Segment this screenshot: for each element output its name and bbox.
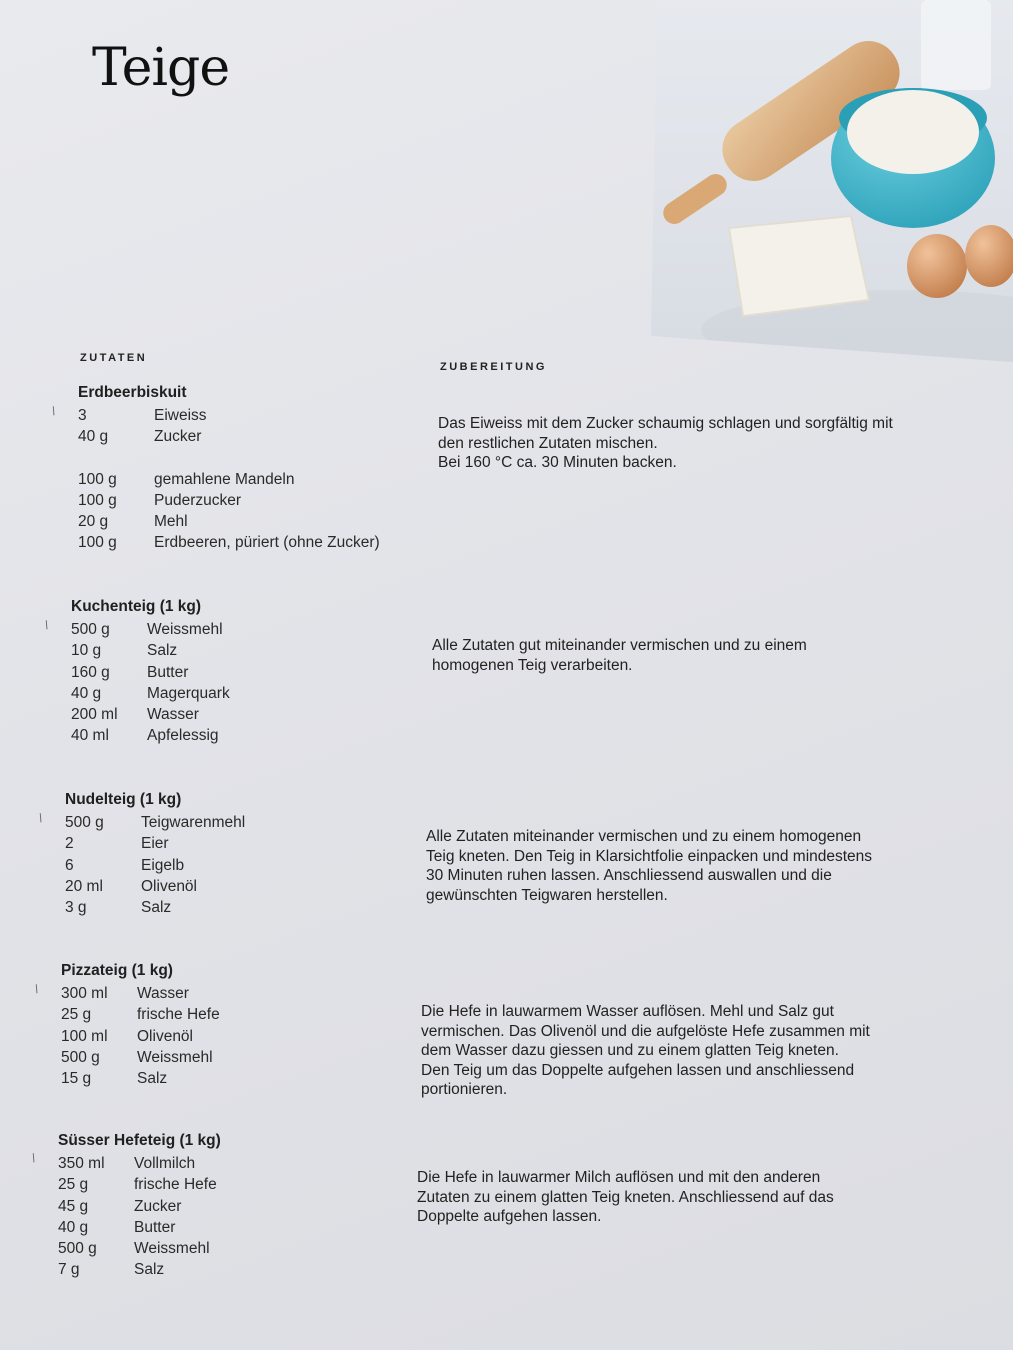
ingredient-name: Salz [141, 899, 172, 917]
ingredient-amount: 500 g [65, 814, 104, 831]
ingredient-name: Weissmehl [147, 621, 223, 638]
preparation-text: Die Hefe in lauwarmem Wasser auflösen. Mehl und Salz gut vermischen. Das Olivenöl und die aufgelöste Hefe zusammen mit dem Wasser dazu giessen und zu einem glatten Teig kneten. [421, 1003, 870, 1059]
ingredient-name: Eiweiss [154, 407, 207, 424]
ingredient-row [61, 983, 421, 1004]
ingredient-row [78, 511, 438, 532]
ingredient-amount: 100 g [78, 534, 117, 552]
ingredient-amount: 2 [65, 835, 74, 853]
recipe-erdbeerbiskuit [78, 384, 438, 554]
recipe-title: Süsser Hefeteig (1 kg) [58, 1132, 221, 1149]
ingredient-row [78, 405, 438, 426]
ingredient-amount: 500 g [58, 1240, 97, 1258]
ingredient-row [65, 897, 425, 918]
ingredient-name: Butter [134, 1218, 176, 1236]
ingredient-amount: 100 ml [61, 1027, 108, 1045]
preparation-text: Alle Zutaten miteinander vermischen und zu einem homogenen Teig kneten. Den Teig in Klarsichtfolie einpacken und mindestens 30 Minuten ruhen lassen. Anschliessend auswallen und die gewünschten Teigwaren herstellen. [426, 828, 873, 904]
ingredient-row [78, 469, 438, 490]
ingredient-name: Erdbeeren, püriert (ohne Zucker) [154, 534, 380, 552]
check-mark-icon: / [36, 810, 45, 826]
recipe-nudelteig [65, 791, 425, 918]
preparation-text: Alle Zutaten gut miteinander vermischen und zu einem homogenen Teig verarbeiten. [432, 637, 807, 674]
recipe-kuchenteig [71, 598, 431, 747]
ingredient-amount: 20 ml [65, 877, 103, 895]
ingredient-amount: 350 ml [58, 1155, 105, 1172]
ingredient-name: frische Hefe [134, 1176, 217, 1194]
ingredient-name: Mehl [154, 513, 188, 531]
recipe-title: Nudelteig (1 kg) [65, 791, 182, 808]
ingredient-row [71, 640, 431, 661]
ingredient-row [58, 1153, 418, 1174]
ingredient-row [58, 1259, 418, 1280]
check-mark-icon: / [42, 617, 51, 633]
preparation-erdbeerbiskuit [438, 414, 898, 473]
ingredient-amount: 7 g [58, 1261, 80, 1279]
ingredient-row [65, 833, 425, 854]
ingredient-amount: 3 [78, 407, 87, 424]
ingredient-amount: 300 ml [61, 985, 108, 1002]
ingredient-row [58, 1238, 418, 1259]
recipe-title: Kuchenteig (1 kg) [71, 598, 202, 615]
preparation-text: Bei 160 °C ca. 30 Minuten backen. [438, 454, 677, 471]
ingredient-name: Vollmilch [134, 1155, 196, 1172]
ingredient-amount: 160 g [71, 663, 110, 681]
ingredient-row [71, 683, 431, 704]
ingredient-name: Teigwarenmehl [141, 814, 246, 831]
ingredient-row [78, 490, 438, 511]
preparation-nudelteig [426, 827, 886, 905]
ingredient-row [61, 1068, 421, 1089]
ingredient-row [61, 1026, 421, 1047]
preparation-heading: ZUBEREITUNG [440, 361, 547, 373]
ingredient-row [71, 725, 431, 746]
ingredient-name: Puderzucker [154, 491, 242, 509]
ingredient-row [65, 812, 425, 833]
ingredient-amount: 25 g [61, 1006, 92, 1024]
ingredient-name: gemahlene Mandeln [154, 470, 295, 488]
ingredient-amount: 3 g [65, 899, 87, 917]
ingredient-name: Olivenöl [141, 877, 197, 895]
ingredient-row [71, 662, 431, 683]
preparation-pizzateig [421, 1002, 881, 1100]
ingredient-amount: 40 ml [71, 727, 109, 745]
ingredient-amount: 100 g [78, 491, 117, 509]
ingredient-row [58, 1196, 418, 1217]
ingredient-amount: 6 [65, 856, 74, 874]
ingredient-name: Eier [141, 835, 169, 853]
preparation-kuchenteig [432, 636, 892, 675]
recipe-title: Erdbeerbiskuit [78, 384, 187, 401]
ingredients-heading: ZUTATEN [80, 352, 148, 364]
ingredient-name: Zucker [134, 1197, 182, 1215]
ingredient-row [65, 876, 425, 897]
ingredient-amount: 200 ml [71, 706, 118, 724]
ingredient-name: Salz [147, 642, 178, 660]
ingredient-amount: 40 g [78, 428, 109, 446]
ingredient-amount: 500 g [71, 621, 110, 638]
ingredient-name: frische Hefe [137, 1006, 220, 1024]
ingredient-amount: 15 g [61, 1070, 92, 1088]
ingredient-name: Eigelb [141, 856, 185, 874]
ingredient-name: Wasser [147, 706, 199, 724]
preparation-text: Das Eiweiss mit dem Zucker schaumig schlagen und sorgfältig mit den restlichen Zutaten mischen. [438, 415, 893, 452]
ingredient-name: Salz [137, 1070, 168, 1088]
preparation-suesser-hefeteig [417, 1168, 877, 1227]
ingredient-amount: 20 g [78, 513, 109, 531]
ingredient-amount: 45 g [58, 1197, 89, 1215]
ingredient-name: Magerquark [147, 684, 230, 702]
ingredient-amount: 40 g [71, 684, 102, 702]
page-title: Teige [92, 38, 230, 98]
recipe-suesser-hefeteig [58, 1132, 418, 1281]
ingredient-name: Weissmehl [137, 1048, 213, 1066]
recipe-pizzateig [61, 962, 421, 1089]
ingredient-amount: 40 g [58, 1218, 89, 1236]
ingredient-row [65, 855, 425, 876]
check-mark-icon: / [32, 981, 41, 997]
preparation-text: Den Teig um das Doppelte aufgehen lassen und anschliessend portionieren. [421, 1061, 855, 1098]
ingredient-name: Salz [134, 1261, 165, 1279]
ingredient-amount: 500 g [61, 1048, 100, 1066]
dough-photo [651, 0, 1013, 362]
dough-illustration [651, 0, 1013, 362]
ingredient-row [58, 1174, 418, 1195]
ingredient-name: Apfelessig [147, 727, 219, 745]
ingredient-amount: 10 g [71, 642, 102, 660]
ingredient-amount: 100 g [78, 470, 117, 488]
ingredient-row [58, 1217, 418, 1238]
ingredient-row [78, 426, 438, 447]
ingredient-name: Weissmehl [134, 1240, 210, 1258]
ingredient-row [78, 532, 438, 553]
ingredient-name: Wasser [137, 985, 189, 1002]
recipe-title: Pizzateig (1 kg) [61, 962, 173, 979]
ingredient-name: Olivenöl [137, 1027, 193, 1045]
ingredient-row [71, 619, 431, 640]
preparation-text: Die Hefe in lauwarmer Milch auflösen und mit den anderen Zutaten zu einem glatten Teig kneten. Anschliessend auf das Doppelte aufgehen lassen. [417, 1169, 834, 1225]
ingredient-row [61, 1047, 421, 1068]
ingredient-row [61, 1004, 421, 1025]
ingredient-row [71, 704, 431, 725]
ingredient-name: Butter [147, 663, 189, 681]
check-mark-icon: / [49, 403, 58, 419]
ingredient-name: Zucker [154, 428, 202, 446]
ingredient-amount: 25 g [58, 1176, 89, 1194]
check-mark-icon: / [29, 1150, 38, 1166]
